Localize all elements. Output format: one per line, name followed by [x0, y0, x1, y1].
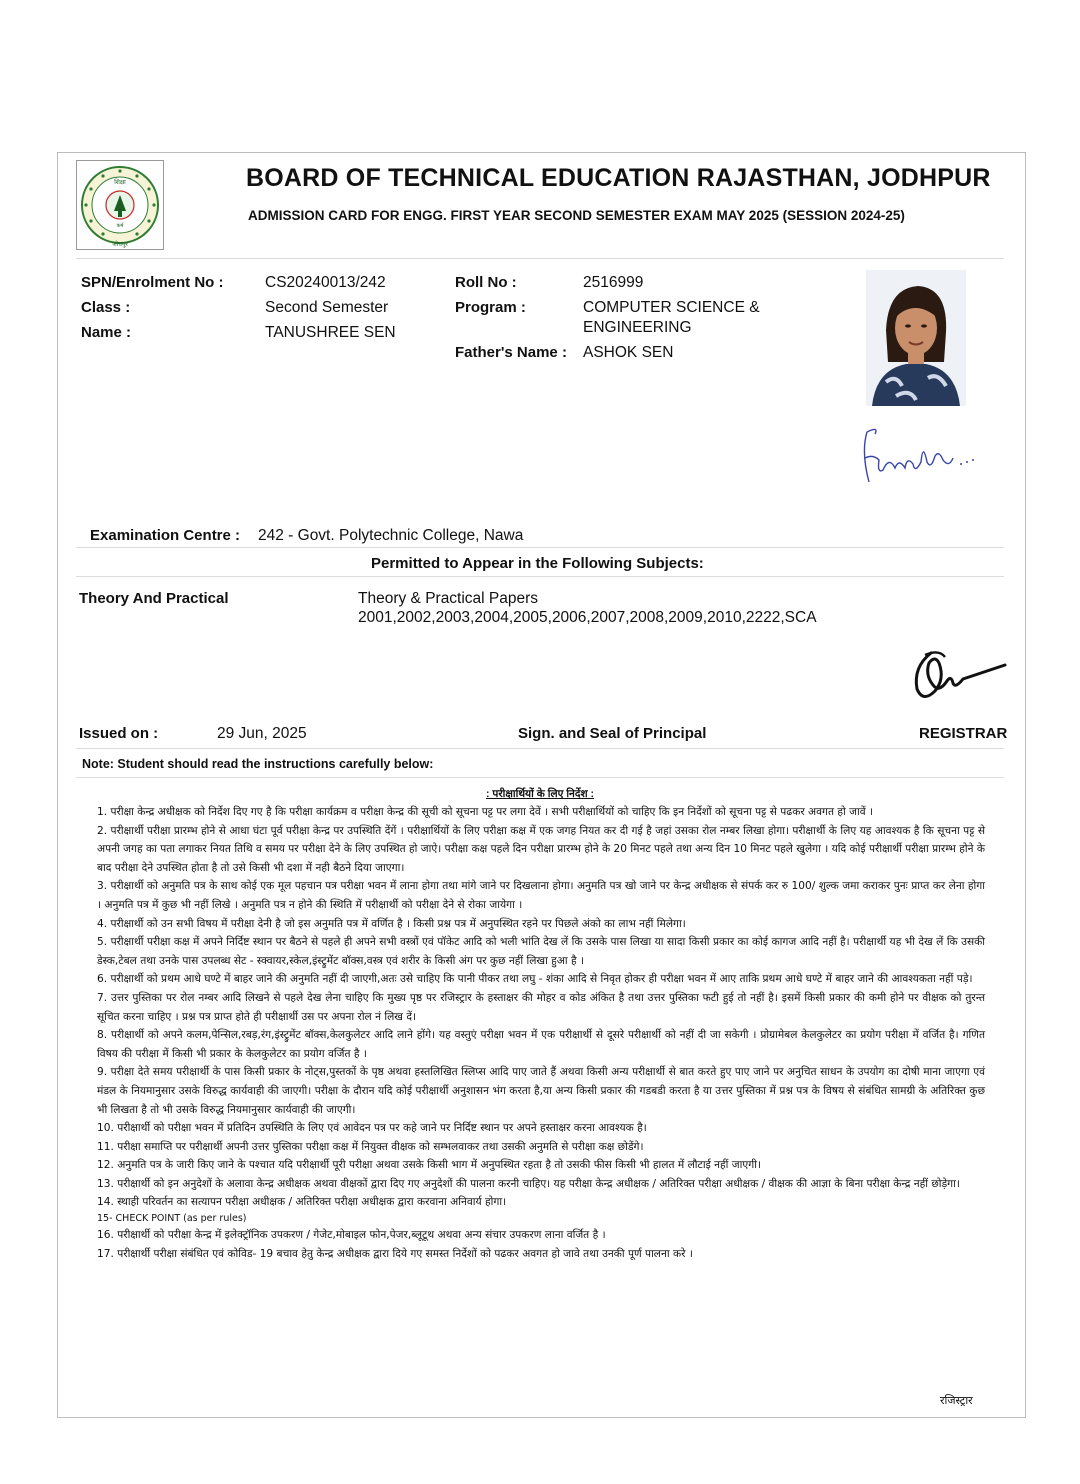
instruction-item: 9. परीक्षा देते समय परीक्षार्थी के पास किसी प्रकार के नोट्स,पुस्तकों के पृष्ठ अथवा हस्तलिखित स्लिप्स आदि पाए जाते हैं अथवा किसी अन्य परीक्षार्थी से बात करते हुए पाए जाने पर अनुचित साधन के उपयोग का दोषी माना जाएगा एवं मंडल के नियमानुसार उसके विरुद्ध कार्यवाही की जाएगी। परीक्षा के दौरान यदि कोई परीक्षार्थी अनुशासन भंग करता है,या अन्य किसी प्रकार की गडबडी करता है या उत्तर पुस्तिका में प्रश्न पत्र के विषय से संबंधित सामग्री के अतिरिक्त कुछ भी लिखता है तो भी उसके विरुद्ध नियमानुसार कार्यवाही की जाएगी।	[97, 1066, 985, 1116]
exam-centre-value: 242 - Govt. Polytechnic College, Nawa	[258, 527, 524, 544]
registrar-sign-hindi: रजिस्ट्रार	[940, 1394, 973, 1407]
instruction-item: 8. परीक्षार्थी को अपने कलम,पेन्सिल,रबड़,रंग,इंस्ट्रुमेंट बॉक्स,केलकुलेटर आदि लाने होंगे। यह वस्तुएं परीक्षा भवन में एक परीक्षार्थी से दूसरे परीक्षार्थी को नहीं दी जा सकेगी । प्रोग्रामेबल केलकुलेटर का प्रयोग परीक्षा में वर्जित है। गणित विषय की परीक्षा में किसी भी प्रकार के केलकुलेटर का प्रयोग वर्जित है ।	[97, 1029, 985, 1060]
instruction-item: 17. परीक्षार्थी परीक्षा संबंधित एवं कोविड- 19 बचाव हेतु केन्द्र अधीक्षक द्वारा दिये गए समस्त निर्देशों को पढकर अवगत हो जावे तथा उनकी पूर्ण पालना करे ।	[97, 1247, 693, 1260]
instruction-item: 16. परीक्षार्थी को परीक्षा केन्द्र में इलेक्ट्रॉनिक उपकरण / गेजेट,मोबाइल फोन,पेजर,ब्लूटूथ अथवा अन्य संचार उपकरण लाना वर्जित है ।	[97, 1229, 606, 1242]
subject-type: Theory And Practical	[79, 590, 229, 607]
instruction-item: 3. परीक्षार्थी को अनुमति पत्र के साथ कोई एक मूल पहचान पत्र परीक्षा भवन में लाना होगा तथा मांगे जाने पर दिखलाना होगा। अनुमति पत्र खो जाने पर केन्द्र अधीक्षक से संपर्क कर रु 100/ शुल्क जमा कराकर पुनः प्राप्त कर लेना होगा । अनुमति पत्र में कुछ भी नहीं लिखे । अनुमति पत्र न होने की स्थिति में परीक्षार्थी को परीक्षा देने से रोका जायेगा ।	[97, 880, 985, 911]
instructions-note: Note: Student should read the instructions carefully below:	[82, 757, 434, 771]
centre-divider	[76, 547, 1004, 548]
instruction-item: 7. उत्तर पुस्तिका पर रोल नम्बर आदि लिखने से पहले देख लेना चाहिए कि मुख्य पृष्ठ पर रजिस्ट्रार के हस्ताक्षर की मोहर व कोड अंकित है तथा उत्तर पुस्तिका फटी हुई तो नहीं है। इसमें किसी प्रकार की कमी होने पर वीक्षक को तुरन्त सूचित करना चाहिए । प्रश्न पत्र प्राप्त होते ही परीक्षार्थी उस पर अपना रोल नं लिख दें।	[97, 991, 985, 1023]
exam-centre-label: Examination Centre :	[90, 527, 241, 544]
roll-value: 2516999	[583, 274, 644, 291]
instruction-item: 10. परीक्षार्थी को परीक्षा भवन में प्रतिदिन उपस्थिति के लिए एवं आवेदन पत्र पर कहे जाने पर निर्दिष्ट स्थान पर अपने हस्ताक्षर करना आवश्यक है।	[97, 1122, 647, 1135]
class-value: Second Semester	[265, 299, 389, 316]
instruction-item: 15- CHECK POINT (as per rules)	[97, 1213, 247, 1225]
spn-label: SPN/Enrolment No :	[81, 274, 224, 291]
permitted-heading: Permitted to Appear in the Following Subjects:	[371, 555, 704, 572]
instructions-list	[97, 803, 985, 1263]
instruction-item: 14. स्थाही परिवर्तन का सत्यापन परीक्षा अधीक्षक / अतिरिक्त परीक्षा अधीक्षक द्वारा करवाना अनिवार्य होगा।	[97, 1196, 507, 1209]
logo-text-mid: कर्म	[116, 223, 124, 229]
father-name-label: Father's Name :	[455, 344, 567, 361]
name-label: Name :	[81, 324, 132, 341]
instructions-heading: : परीक्षार्थियों के लिए निर्देश :	[485, 788, 594, 800]
issued-on-label: Issued on :	[79, 725, 159, 742]
board-emblem-icon	[77, 161, 163, 249]
instruction-item: 4. परीक्षार्थी को उन सभी विषय में परीक्षा देनी है जो इस अनुमति पत्र में वर्णित है । किसी प्रश्न पत्र में अनुपस्थित रहने पर पिछले अंको का लाभ नहीं मिलेगा।	[97, 917, 686, 930]
footer-divider	[76, 748, 1004, 749]
program-value-line1: COMPUTER SCIENCE &	[583, 299, 760, 316]
program-label: Program :	[455, 299, 526, 316]
header-divider	[76, 258, 1004, 259]
student-photo	[866, 270, 966, 406]
papers-title: Theory & Practical Papers	[358, 590, 539, 607]
spn-value: CS20240013/242	[265, 274, 386, 291]
note-divider	[76, 777, 1004, 778]
board-title: BOARD OF TECHNICAL EDUCATION RAJASTHAN, JODHPUR	[246, 164, 991, 192]
class-label: Class :	[81, 299, 131, 316]
instruction-item: 5. परीक्षार्थी परीक्षा कक्ष में अपने निर्दिष्ट स्थान पर बैठने से पहले ही अपने सभी वस्त्रों एवं पॉकेट आदि को भली भांति देख लें कि उसके पास लिखा या सादा किसी प्रकार का कोई कागज आदि नहीं है। परीक्षार्थी यह भी देख लें कि उसकी डेस्क,टेबल तथा उनके पास उपलब्ध सेट - स्क्वायर,स्केल,इंस्ट्रुमेंट बॉक्स,वस्त्र एवं शरीर के किसी अंग पर कुछ नहीं लिखा हुआ है ।	[97, 936, 985, 967]
principal-sign-label: Sign. and Seal of Principal	[518, 725, 707, 742]
roll-label: Roll No :	[455, 274, 517, 291]
instruction-item: 1. परीक्षा केन्द्र अधीक्षक को निर्देश दिए गए है कि परीक्षा कार्यक्रम व परीक्षा केन्द्र की सूची को सूचना पट्ट पर लगा देवें । सभी परीक्षार्थियों को चाहिए कि इन निर्देशों को सूचना पट्ट से पढकर अवगत हो जावें ।	[97, 806, 874, 818]
papers-codes: 2001,2002,2003,2004,2005,2006,2007,2008,2009,2010,2222,SCA	[358, 609, 817, 626]
admission-card-subtitle: ADMISSION CARD FOR ENGG. FIRST YEAR SECOND SEMESTER EXAM MAY 2025 (SESSION 2024-25)	[248, 208, 905, 223]
logo-text-top: शिक्षा	[114, 179, 126, 186]
permitted-divider	[76, 576, 1004, 577]
program-value-line2: ENGINEERING	[583, 319, 692, 336]
name-value: TANUSHREE SEN	[265, 324, 396, 341]
registrar-signature	[905, 645, 1010, 711]
instruction-item: 11. परीक्षा समाप्ति पर परीक्षार्थी अपनी उत्तर पुस्तिका परीक्षा कक्ष में नियुक्त वीक्षक को सम्भलवाकर तथा उसकी अनुमति से परीक्षा कक्ष छोडेंगे।	[97, 1140, 644, 1153]
instruction-item: 13. परीक्षार्थी को इन अनुदेशों के अलावा केन्द्र अधीक्षक अथवा वीक्षकों द्वारा दिए गए अनुदेशों की पालना करनी चाहिए। यह परीक्षा केन्द्र अधीक्षक / अतिरिक्त परीक्षा अधीक्षक / वीक्षक की आज्ञा के बिना परीक्षा केन्द्र नहीं छोड़ेगा।	[97, 1177, 960, 1190]
student-signature	[849, 412, 981, 500]
board-logo	[76, 160, 164, 250]
instruction-item: 6. परीक्षार्थी को प्रथम आधे घण्टे में बाहर जाने की अनुमति नहीं दी जाएगी,अतः उसे चाहिए कि पानी पीकर तथा लघु - शंका आदि से निवृत होकर ही परीक्षा भवन में आए ताकि प्रथम आधे घण्टे में बाहर जाने की आवश्यकता नहीं पड़े।	[97, 973, 973, 986]
instruction-item: 2. परीक्षार्थी परीक्षा प्रारम्भ होने से आधा घंटा पूर्व परीक्षा केन्द्र पर उपस्थिति देंगें । परीक्षार्थियों के लिए परीक्षा कक्ष में एक जगह नियत कर दी गई है जहां उसका रोल नम्बर लिखा होगा। परीक्षार्थी के लिए यह आवश्यक है कि सूचना पट्ट से अपनी जगह का पता लगाकर नियत तिथि व समय पर परीक्षा देने के लिए उपस्थित हो जाऐ। परीक्षा कक्ष पहले दिन परीक्षा प्रारम्भ होने के 20 मिनट पहले तथा अन्य दिन 10 मिनट पहले खुलेगा । यदि कोई परीक्षार्थी परीक्षा प्रारम्भ होने के बाद परीक्षा देने उपस्थित होता है तो उसे किसी भी दशा में नही बैठने दिया जाएगा।	[97, 824, 985, 874]
issued-on-value: 29 Jun, 2025	[217, 725, 307, 742]
logo-text-bottom: जोधपुर	[112, 241, 128, 248]
registrar-label: REGISTRAR	[919, 725, 1008, 742]
instruction-item: 12. अनुमति पत्र के जारी किए जाने के पश्चात यदि परीक्षार्थी पूरी परीक्षा अथवा उसके किसी भाग में अनुपस्थित रहता है तो उसकी फीस किसी भी हालत में लौटाई नहीं जाएगी।	[97, 1159, 761, 1172]
father-name-value: ASHOK SEN	[583, 344, 674, 361]
